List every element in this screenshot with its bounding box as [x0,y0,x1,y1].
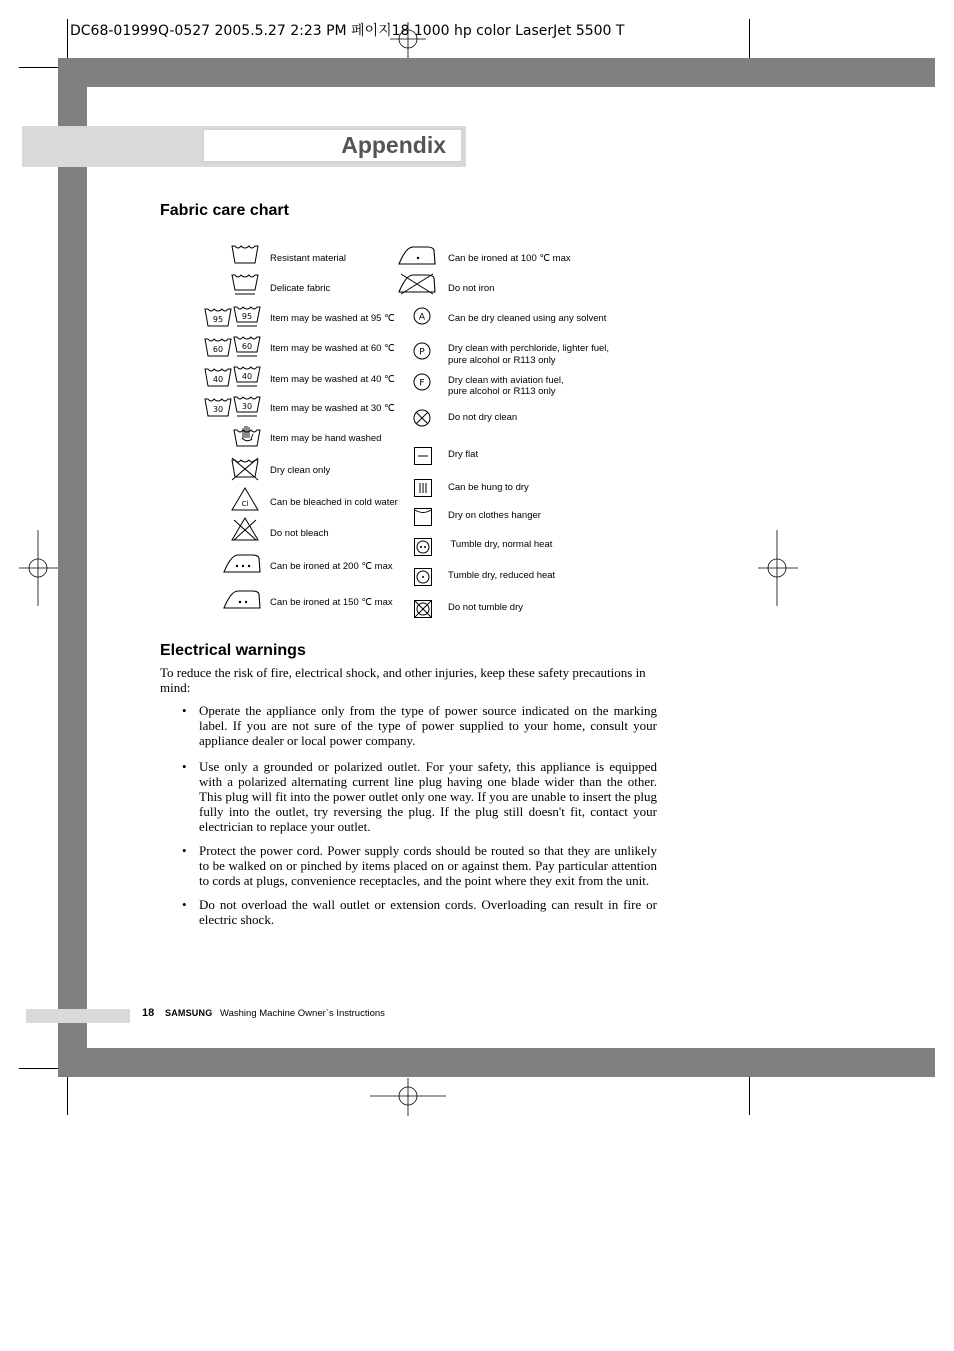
washtub-crossed-icon [230,457,260,481]
no-bleach-icon [230,517,260,541]
print-header: DC68-01999Q-0527 2005.5.27 2:23 PM 페이지18 1000 hp color LaserJet 5500 T [70,23,625,39]
iron-two-dots-icon [222,588,262,612]
brand-logo: SAMSUNG [165,1008,213,1018]
list-item [182,703,657,748]
list-item [182,759,657,834]
care-label: Do not dry clean [448,412,518,423]
crop-mark [19,1068,59,1069]
svg-text:40: 40 [241,372,253,381]
svg-text:60: 60 [241,342,253,351]
svg-text:A: A [418,312,426,323]
crop-mark [67,1077,68,1115]
care-label: Dry clean with aviation fuel, [448,375,564,386]
bullet-icon: • [182,843,187,858]
care-label: Can be hung to dry [448,482,529,493]
dry-clean-a-icon [412,306,432,326]
wash-60-delicate-icon [232,334,262,358]
wash-30-delicate-icon [232,394,262,418]
svg-text:40: 40 [212,375,224,384]
dry-clean-f-icon [412,372,432,392]
tumble-normal-icon [413,537,433,557]
bullet-icon: • [182,759,187,774]
care-label: Can be ironed at 150 ℃ max [270,597,393,608]
hand-wash-icon [232,424,262,448]
bottom-band [58,1048,935,1077]
footer-text: Washing Machine Owner`s Instructions [220,1008,385,1019]
svg-text:P: P [419,347,425,358]
no-dry-clean-icon [412,408,432,428]
tumble-reduced-icon [413,567,433,587]
crop-mark [19,67,59,68]
svg-text:95: 95 [212,315,224,324]
care-label: Delicate fabric [270,283,331,294]
wash-95-icon [203,306,233,330]
care-label: Item may be washed at 40 ℃ [270,374,395,385]
list-item [182,897,657,927]
care-label: Can be ironed at 200 ℃ max [270,561,393,572]
top-band [58,58,935,87]
list-item [182,843,657,888]
no-iron-icon [397,272,437,296]
wash-60-icon [203,336,233,360]
registration-mark-icon [370,1078,446,1116]
no-tumble-icon [413,599,433,619]
care-label: Can be ironed at 100 ℃ max [448,253,571,264]
wash-30-icon [203,396,233,420]
care-label: Item may be washed at 30 ℃ [270,403,395,414]
electrical-warnings-heading: Electrical warnings [160,642,306,659]
washtub-icon [230,243,260,267]
care-label: Do not bleach [270,528,329,539]
crop-mark [749,1077,750,1115]
svg-text:60: 60 [212,345,224,354]
iron-one-dot-icon [397,244,437,268]
page-title: Appendix [341,132,446,158]
svg-text:F: F [419,378,425,389]
electrical-intro: To reduce the risk of fire, electrical shock, and other injuries, keep these safety precautions in mind: [160,665,646,695]
warning-text: Do not overload the wall outlet or extension cords. Overloading can result in fire or electric shock. [199,897,657,927]
dry-flat-icon [413,446,433,466]
fabric-care-heading: Fabric care chart [160,202,289,219]
care-label: Resistant material [270,253,347,264]
svg-text:30: 30 [241,402,253,411]
care-label: Tumble dry, normal heat [448,539,553,550]
wash-40-icon [203,366,233,390]
care-label: Do not tumble dry [448,602,523,613]
wash-95-delicate-icon [232,304,262,328]
page-number: 18 [142,1007,155,1019]
care-label: pure alcohol or R113 only [448,386,556,397]
iron-three-dots-icon [222,552,262,576]
clothes-hanger-icon [413,507,433,527]
warning-text: Protect the power cord. Power supply cords should be routed so that they are unlikely to be walked on or pinched by items placed on or against them. Pay particular attention to cords at plugs, convenience receptacles, and the point where they exit from the unit. [199,843,657,888]
care-label: Item may be washed at 60 ℃ [270,343,395,354]
bullet-icon: • [182,897,187,912]
registration-mark-icon [19,530,59,606]
svg-text:Cl: Cl [241,500,249,508]
dry-clean-p-icon [412,341,432,361]
bleach-cl-icon [230,487,260,511]
wash-40-delicate-icon [232,364,262,388]
washtub-delicate-icon [230,272,260,296]
warnings-list [182,703,657,936]
svg-text:95: 95 [241,312,253,321]
care-label: pure alcohol or R113 only [448,355,556,366]
hang-dry-icon [413,478,433,498]
care-label: Dry on clothes hanger [448,510,541,521]
left-band [58,58,87,1077]
care-label: Item may be hand washed [270,433,382,444]
bullet-icon: • [182,703,187,718]
warning-text: Operate the appliance only from the type of power source indicated on the marking label. If you are not sure of the type of power supplied to your home, consult your appliance dealer or local power company. [199,703,657,748]
care-label: Can be dry cleaned using any solvent [448,313,607,324]
care-label: Tumble dry, reduced heat [448,570,556,581]
care-label: Do not iron [448,283,495,294]
footer-bar [26,1009,130,1023]
registration-mark-icon [390,22,426,58]
warning-text: Use only a grounded or polarized outlet. For your safety, this appliance is equipped with a polarized alternating current line plug having one blade wider than the other. This plug will fit into the power outlet only one way. If you are unable to insert the plug fully into the outlet, try reversing the plug. If the plug still doesn't fit, contact your electrician to replace your outlet. [199,759,657,834]
svg-text:30: 30 [212,405,224,414]
care-label: Can be bleached in cold water [270,497,398,508]
care-label: Item may be washed at 95 ℃ [270,313,395,324]
care-label: Dry clean with perchloride, lighter fuel, [448,343,610,354]
care-label: Dry flat [448,449,479,460]
care-label: Dry clean only [270,465,331,476]
registration-mark-icon [758,530,798,606]
